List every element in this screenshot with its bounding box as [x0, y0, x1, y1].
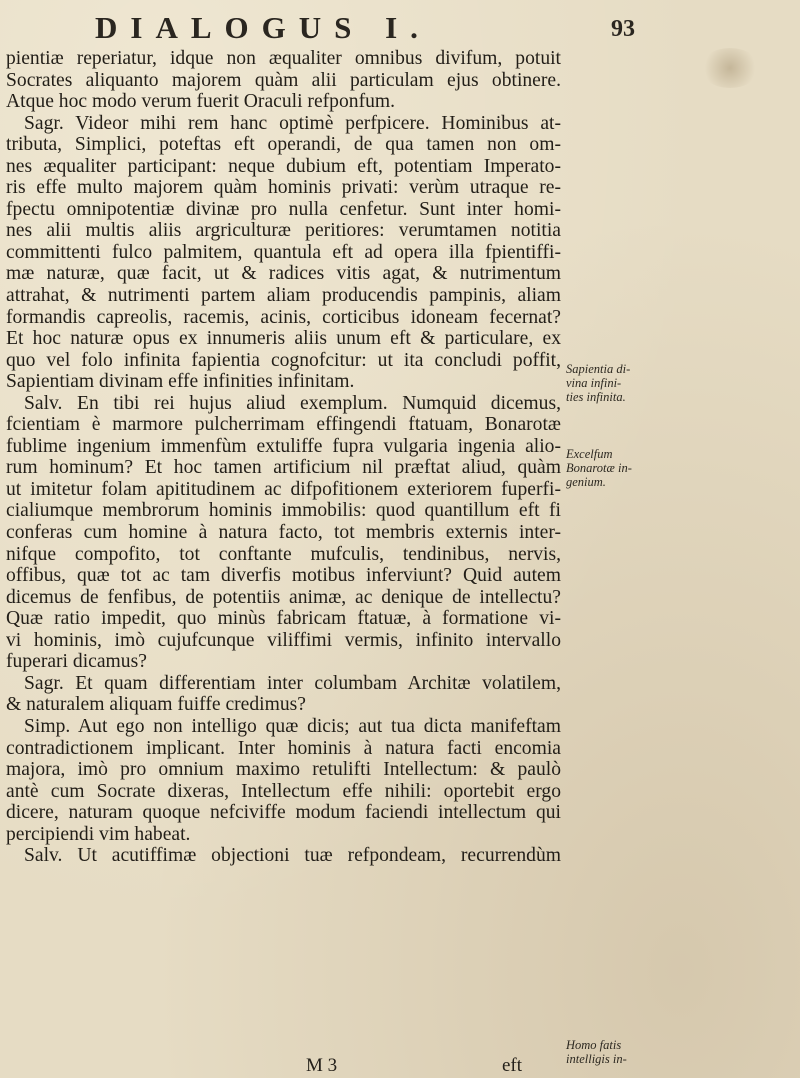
text-line: conferas cum homine à natura facto, tot membris externis inter-	[6, 522, 561, 544]
text-line: Quæ ratio impedit, quo minùs fabricam ftatuæ, à formatione vi-	[6, 608, 561, 630]
text-line: committenti fulco palmitem, quantula eft ad opera illa fpientiffi-	[6, 241, 561, 263]
text-line: Et hoc naturæ opus ex innumeris aliis unum eft & particulare, ex	[6, 328, 561, 350]
text-line: attrahat, & nutrimenti partem aliam producendis pampinis, aliam	[6, 285, 561, 307]
speaker-line: Salv. En tibi rei hujus aliud exemplum. Numquid dicemus,	[24, 392, 561, 414]
text-line: offibus, quæ tot ac tam diverfis motibus inferviunt? Quid autem	[6, 565, 561, 587]
speaker-line: Salv. Ut acutiffimæ objectioni tuæ refpondeam, recurrendùm	[24, 845, 561, 867]
ink-stain	[700, 48, 760, 88]
text-line: antè cum Socrate dixeras, Intellectum effe nihili: oportebit ergo	[6, 780, 561, 802]
text-line: Socrates aliquanto majorem quàm alii particulam ejus obtinere.	[6, 69, 561, 91]
margin-note-line: Bonarotæ in-	[566, 461, 632, 475]
text-line: formandis capreolis, racemis, acinis, corticibus idoneam fecernat?	[6, 306, 561, 328]
text-line: fublime ingenium immenfùm extuliffe fupra vulgaria ingenia alio-	[6, 435, 561, 457]
catchword: eft	[502, 1055, 523, 1076]
text-line: Atque hoc modo verum fuerit Oraculi refponfum.	[6, 91, 396, 113]
text-line: fcientiam è marmore pulcherrimam effingendi ftatuam, Bonarotæ	[6, 414, 561, 436]
margin-note-line: vina infini-	[566, 376, 622, 390]
text-line: dicere, naturam quoque nefciviffe modum faciendi intellectum qui	[6, 802, 561, 824]
text-line: & naturalem aliquam fuiffe credimus?	[6, 694, 306, 716]
text-line: ris effe multo majorem quàm hominis privati: verùm utraque re-	[6, 177, 561, 199]
text-line: percipiendi vim habeat.	[6, 823, 191, 845]
text-line: cialiumque membrorum hominis immobilis: quod quantillum eft fi	[6, 500, 561, 522]
text-line: tributa, Simplici, poteftas eft operandi, de qua tamen non om-	[6, 134, 561, 156]
margin-note-line: Sapientia di-	[566, 362, 631, 376]
text-line: nifque compofito, tot conftante mufculis, tendinibus, nervis,	[6, 543, 561, 565]
margin-note-line: Excelfum	[566, 447, 613, 461]
text-line: nes alii multis aliis argriculturæ peritiores: verumtamen notitia	[6, 220, 561, 242]
margin-note-line: genium.	[566, 475, 606, 489]
text-line: rum hominum? Et hoc tamen artificium nil præftat aliud, quàm	[6, 457, 561, 479]
text-line: Sapientiam divinam effe infinities infinitam.	[6, 371, 355, 393]
page-footer	[6, 1055, 626, 1075]
speaker-line: Simp. Aut ego non intelligo quæ dicis; aut tua dicta manifeftam	[24, 715, 561, 737]
running-header	[95, 8, 635, 48]
text-line: majora, imò pro omnium maximo retulifti Intellectum: & paulò	[6, 759, 561, 781]
text-line: dicemus de fenfibus, de potentiis animæ, ac denique de intellectu?	[6, 586, 561, 608]
body-text	[6, 48, 561, 867]
page-number: 93	[611, 16, 635, 42]
margin-note	[566, 447, 632, 489]
speaker-line: Sagr. Videor mihi rem hanc optimè perfpicere. Hominibus at-	[24, 112, 561, 134]
signature-mark: M 3	[306, 1055, 338, 1076]
text-line: vi hominis, imò cujufcunque viliffimi vermis, infinito intervallo	[6, 629, 561, 651]
text-line: nes æqualiter participant: neque dubium eft, potentiam Imperato-	[6, 155, 561, 177]
text-line: mæ naturæ, quæ facit, ut & radices vitis agat, & nutrimentum	[6, 263, 561, 285]
text-line: pientiæ reperiatur, idque non æqualiter omnibus divifum, potuit	[6, 48, 561, 69]
text-line: quo vel folo infinita fapientia cognofcitur: ut ita concludi poffit,	[6, 349, 561, 371]
text-line: fpectu omnipotentiæ divinæ pro nulla cenfetur. Sunt inter homi-	[6, 198, 561, 220]
margin-note	[566, 362, 630, 404]
margin-note-line: ties infinita.	[566, 390, 626, 404]
running-title: DIALOGUS I.	[95, 10, 431, 45]
text-line: contradictionem implicant. Inter hominis à natura facti encomia	[6, 737, 561, 759]
text-line: ut imitetur folam apititudinem ac difpofitionem exteriorem fuperfi-	[6, 478, 561, 500]
speaker-line: Sagr. Et quam differentiam inter columbam Architæ volatilem,	[24, 672, 561, 694]
margin-note-line: intelligis in-	[566, 1052, 627, 1066]
text-line: fuperari dicamus?	[6, 651, 147, 673]
margin-note-line: Homo fatis	[566, 1038, 622, 1052]
